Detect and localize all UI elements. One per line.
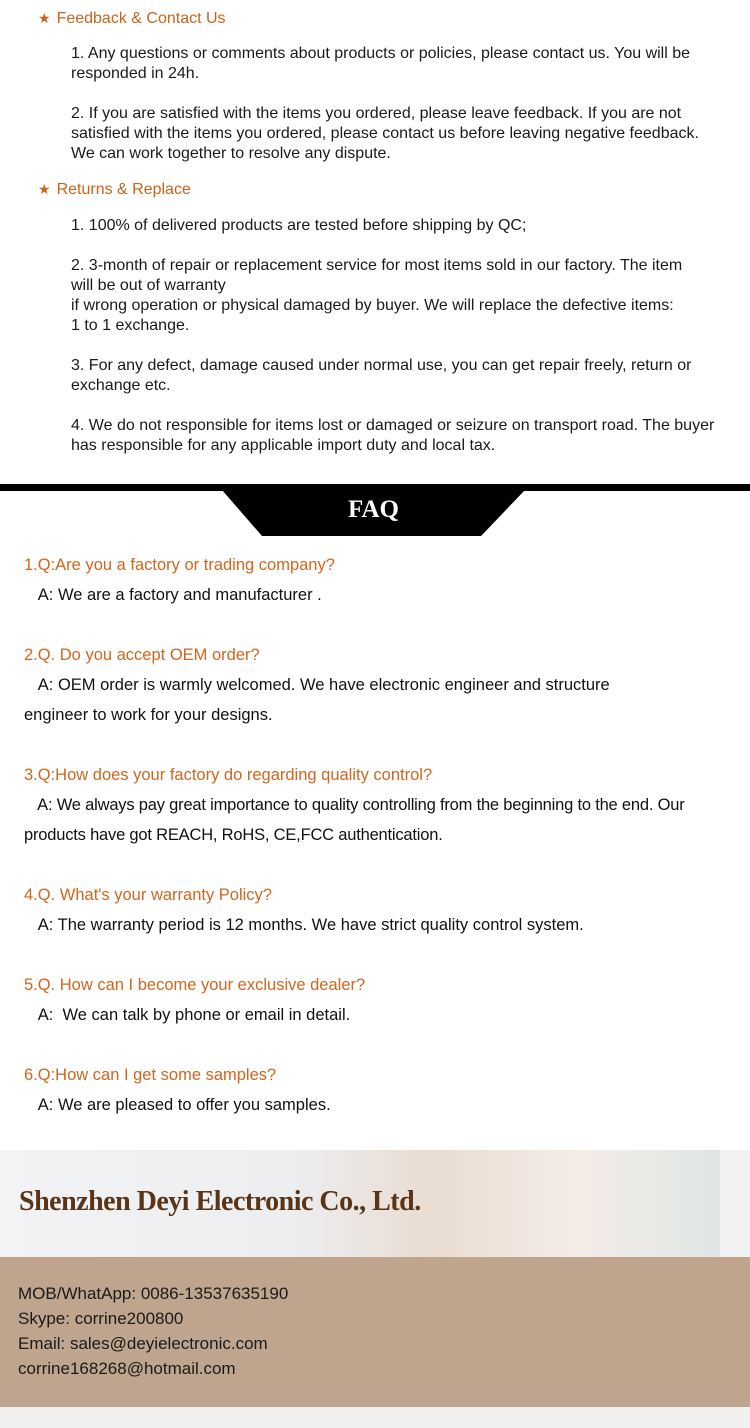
faq-answer: A: We can talk by phone or email in detail. xyxy=(24,1006,351,1024)
contact-skype: Skype: corrine200800 xyxy=(18,1309,184,1328)
contact-email: Email: sales@deyielectronic.com xyxy=(18,1334,268,1353)
feedback-item: 2. If you are satisfied with the items you ordered, please leave feedback. If you are not satisfied with the items you ordered, please contact us before leaving negative feedback. We can work together to resolve any dispute. xyxy=(71,105,699,162)
returns-item: 2. 3-month of repair or replacement service for most items sold in our factory. The item will be out of warranty xyxy=(71,257,683,294)
faq-title: FAQ xyxy=(348,496,399,523)
star-icon: ★ xyxy=(38,181,51,197)
returns-heading xyxy=(38,179,191,200)
feedback-heading-text: Feedback & Contact Us xyxy=(56,10,226,27)
star-icon: ★ xyxy=(38,10,51,26)
faq-divider xyxy=(0,484,750,491)
faq-answer: A: The warranty period is 12 months. We have strict quality control system. xyxy=(24,916,584,934)
feedback-item: 1. Any questions or comments about products or policies, please contact us. You will be responded in 24h. xyxy=(71,45,691,82)
faq-question: 2.Q. Do you accept OEM order? xyxy=(24,646,260,664)
faq-answer: A: We are a factory and manufacturer . xyxy=(24,586,322,604)
faq-question: 6.Q:How can I get some samples? xyxy=(24,1066,277,1084)
contact-phone: MOB/WhatApp: 0086-13537635190 xyxy=(18,1284,289,1303)
returns-item: 4. We do not responsible for items lost or damaged or seizure on transport road. The buyer has responsible for any applicable import duty and local tax. xyxy=(71,417,715,454)
faq-answer: A: We are pleased to offer you samples. xyxy=(24,1096,331,1114)
contact-email-alt: corrine168268@hotmail.com xyxy=(18,1359,236,1378)
banner-edge xyxy=(720,1150,750,1257)
faq-question: 4.Q. What's your warranty Policy? xyxy=(24,886,272,904)
faq-question: 5.Q. How can I become your exclusive dealer? xyxy=(24,976,366,994)
returns-heading-text: Returns & Replace xyxy=(56,181,191,198)
faq-question: 1.Q:Are you a factory or trading company? xyxy=(24,556,335,574)
feedback-heading xyxy=(38,8,226,29)
returns-item: if wrong operation or physical damaged by buyer. We will replace the defective items: 1 to 1 exchange. xyxy=(71,297,674,334)
company-name: Shenzhen Deyi Electronic Co., Ltd. xyxy=(19,1186,421,1217)
returns-item: 3. For any defect, damage caused under normal use, you can get repair freely, return or exchange etc. xyxy=(71,357,692,394)
faq-question: 3.Q:How does your factory do regarding quality control? xyxy=(24,766,433,784)
returns-item: 1. 100% of delivered products are tested before shipping by QC; xyxy=(71,217,527,234)
page-footer-strip xyxy=(0,1407,750,1428)
faq-answer: A: OEM order is warmly welcomed. We have electronic engineer and structure engineer to work for your designs. xyxy=(24,676,615,724)
faq-answer: A: We always pay great importance to quality controlling from the beginning to the end. Our products have got REACH, RoHS, CE,FCC authentication. xyxy=(24,796,689,844)
